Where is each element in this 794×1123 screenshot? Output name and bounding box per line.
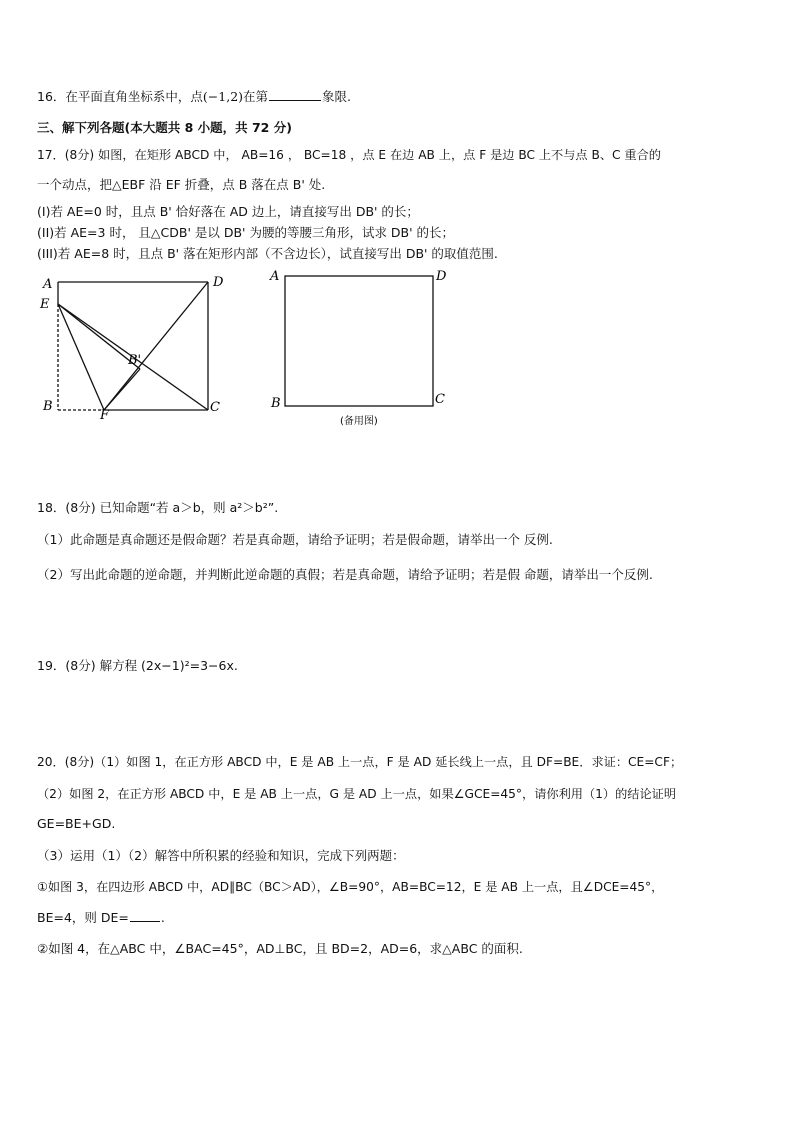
q20-line1: 20．(8分)（1）如图 1，在正方形 ABCD 中，E 是 AB 上一点，F 是 AD 延长线上一点，且 DF=BE．求证：CE=CF；: [37, 755, 683, 769]
q18-line1: 18．(8分) 已知命题“若 a＞b，则 a²＞b²”.: [37, 500, 279, 515]
q19-line1: 19．(8分) 解方程 (2x−1)²=3−6x.: [37, 658, 238, 673]
q20-answer-blank[interactable]: [130, 909, 160, 922]
q16-answer-blank[interactable]: [269, 88, 321, 101]
fig2-label-b: B: [271, 396, 281, 411]
q20-line6: [37, 909, 165, 927]
fig1-label-a: A: [43, 277, 53, 292]
q17-figure-main: [36, 268, 246, 420]
fig1-label-e: E: [40, 297, 50, 312]
q17-line2: 一个动点，把△EBF 沿 EF 折叠，点 B 落在点 B' 处.: [37, 177, 326, 192]
fig1-label-f: F: [100, 408, 110, 420]
q17-part1: (I)若 AE=0 时，且点 B' 恰好落在 AD 边上，请直接写出 DB' 的长；: [37, 204, 419, 219]
fig1-label-bprime: B': [128, 353, 142, 368]
q16-mid: 在第: [243, 89, 269, 104]
fig1-label-b: B: [43, 399, 53, 414]
fig2-label-c: C: [435, 392, 445, 407]
fig2-label-a: A: [270, 269, 280, 284]
fig2-label-d: D: [436, 269, 447, 284]
q17-part3: (III)若 AE=8 时，且点 B' 落在矩形内部（不含边长），试直接写出 DB' 的取值范围.: [37, 246, 498, 261]
q17-part2: (II)若 AE=3 时， 且△CDB' 是以 DB' 为腰的等腰三角形，试求 DB' 的长；: [37, 225, 455, 240]
q20-line4: （3）运用（1）（2）解答中所积累的经验和知识，完成下列两题：: [37, 848, 405, 863]
q17-figure-backup: [266, 264, 466, 430]
fig1-label-d: D: [213, 275, 224, 290]
q20-line6-prefix: BE=4，则 DE=: [37, 910, 129, 925]
q20-line2: （2）如图 2，在正方形 ABCD 中，E 是 AB 上一点，G 是 AD 上一点，如果∠GCE=45°，请你利用（1）的结论证明: [37, 787, 677, 801]
q20-line3: GE=BE+GD.: [37, 816, 116, 831]
q18-part2: （2）写出此命题的逆命题，并判断此逆命题的真假；若是真命题，请给予证明；若是假 命题，请举出一个反例.: [37, 567, 653, 582]
q18-part1: （1）此命题是真命题还是假命题？若是真命题，请给予证明；若是假命题，请举出一个 反例.: [37, 532, 553, 547]
section3-title: 三、解下列各题(本大题共 8 小题，共 72 分): [37, 120, 292, 135]
q17-line1: 17．(8分) 如图，在矩形 ABCD 中， AB=16 ， BC=18 ，点 E 在边 AB 上，点 F 是边 BC 上不与点 B、C 重合的: [37, 148, 661, 162]
fig2-caption: (备用图): [340, 416, 378, 427]
q16-prefix: 16．在平面直角坐标系中，点: [37, 89, 203, 104]
q16-line: [37, 88, 351, 106]
q20-line7: ②如图 4，在△ABC 中，∠BAC=45°，AD⊥BC，且 BD=2，AD=6，求△ABC 的面积.: [37, 941, 523, 956]
q16-point: (−1,2): [202, 89, 244, 104]
fig1-label-c: C: [210, 400, 220, 415]
q16-suffix: 象限.: [322, 89, 352, 104]
q20-line5: ①如图 3，在四边形 ABCD 中，AD∥BC（BC＞AD），∠B=90°，AB=BC=12，E 是 AB 上一点，且∠DCE=45°，: [37, 880, 664, 894]
q20-line6-suffix: .: [160, 910, 165, 925]
